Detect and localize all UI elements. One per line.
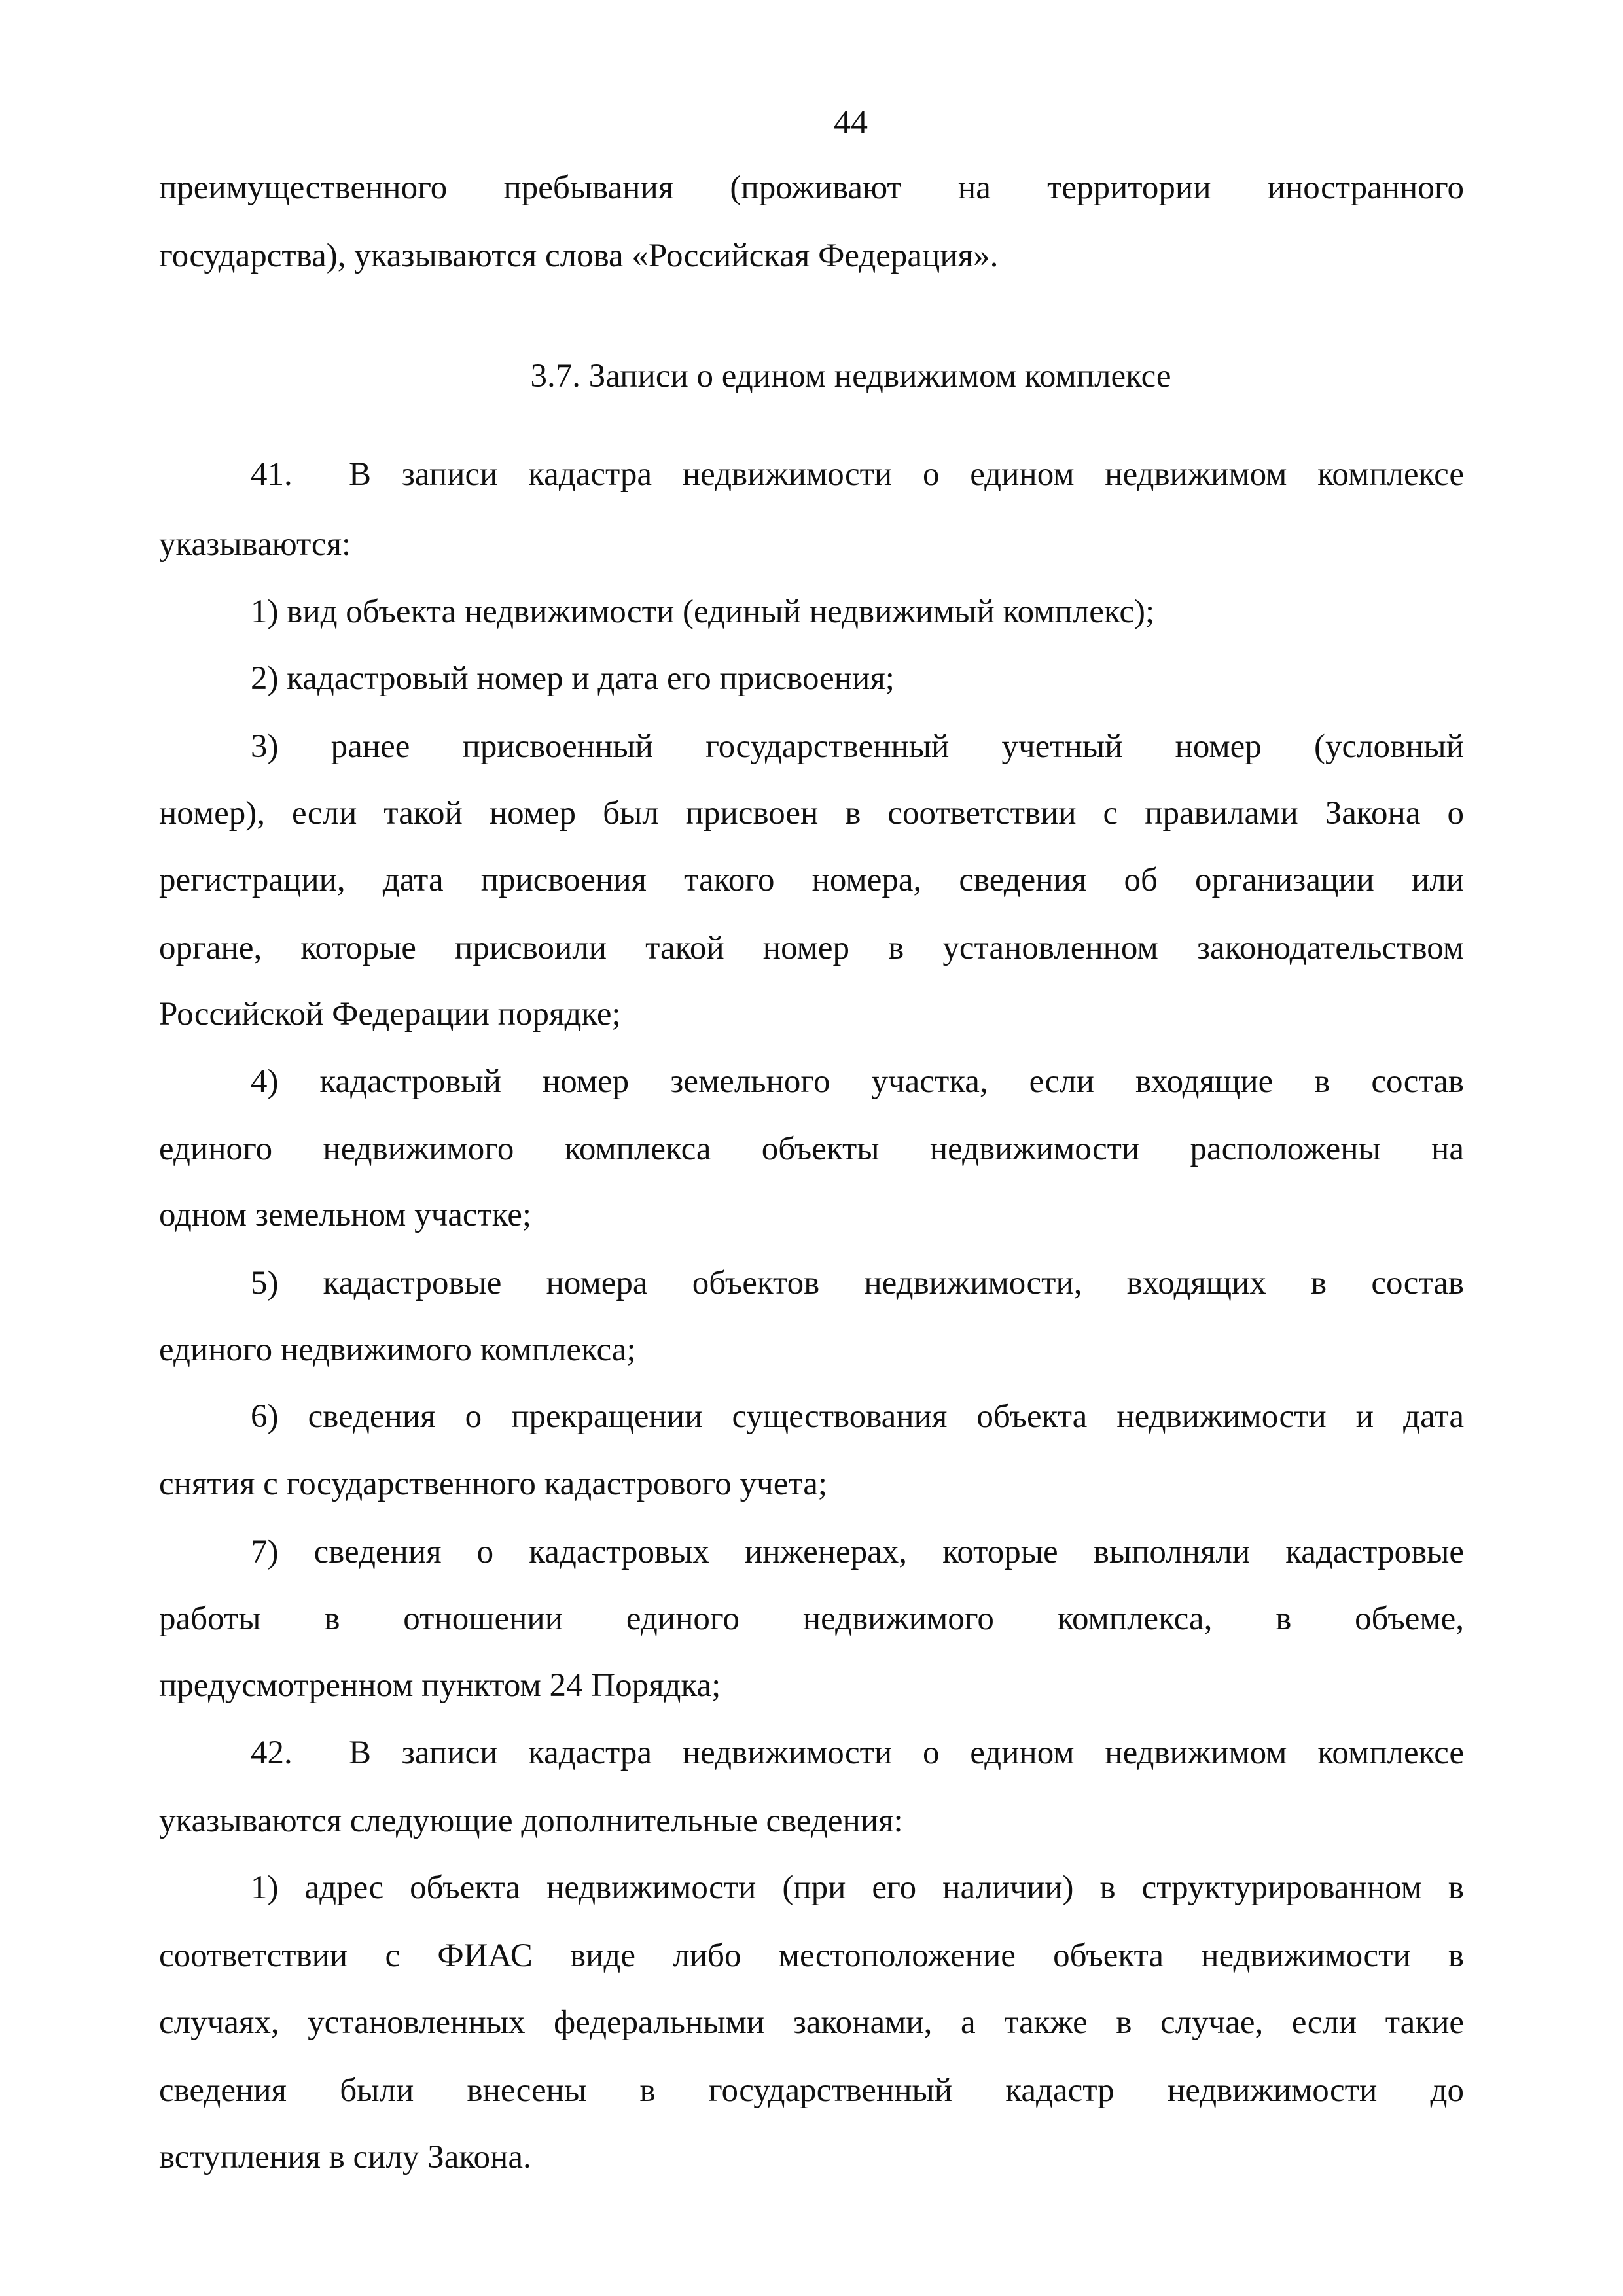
paragraph-text: В записи кадастра недвижимости о едином недвижимом комплексе [349, 456, 1464, 493]
section-heading: 3.7. Записи о едином недвижимом комплексе [530, 358, 1171, 395]
text-line: преимущественного пребывания (проживают на территории иностранного [159, 169, 1464, 206]
text-line: 1) адрес объекта недвижимости (при его наличии) в структурированном в [251, 1869, 1464, 1906]
paragraph-text: В записи кадастра недвижимости о едином недвижимом комплексе [349, 1735, 1464, 1771]
paragraph-start-line [251, 458, 1464, 491]
text-line: Российской Федерации порядке; [159, 996, 621, 1033]
text-line: одном земельном участке; [159, 1197, 532, 1233]
text-line: 4) кадастровый номер земельного участка, если входящие в состав [251, 1063, 1464, 1100]
text-line: снятия с государственного кадастрового учета; [159, 1466, 828, 1502]
text-line: 3) ранее присвоенный государственный учетный номер (условный [251, 728, 1464, 765]
text-line: 1) вид объекта недвижимости (единый недвижимый комплекс); [251, 593, 1155, 630]
text-line: указываются следующие дополнительные сведения: [159, 1803, 903, 1839]
text-line: работы в отношении единого недвижимого комплекса, в объеме, [159, 1600, 1464, 1637]
text-line: 7) сведения о кадастровых инженерах, которые выполняли кадастровые [251, 1534, 1464, 1570]
text-line: 5) кадастровые номера объектов недвижимости, входящих в состав [251, 1265, 1464, 1301]
text-line: предусмотренном пунктом 24 Порядка; [159, 1667, 721, 1704]
paragraph-number: 41. [251, 456, 293, 493]
text-line: органе, которые присвоили такой номер в установленном законодательством [159, 930, 1464, 966]
text-line: указываются: [159, 526, 351, 563]
text-line: номер), если такой номер был присвоен в соответствии с правилами Закона о [159, 795, 1464, 832]
text-line: случаях, установленных федеральными законами, а также в случае, если такие [159, 2004, 1464, 2041]
paragraph-start-line [251, 1737, 1464, 1770]
page-number: 44 [834, 104, 868, 141]
text-line: 2) кадастровый номер и дата его присвоения; [251, 660, 895, 697]
paragraph-number: 42. [251, 1735, 293, 1771]
text-line: сведения были внесены в государственный кадастр недвижимости до [159, 2072, 1464, 2109]
text-line: 6) сведения о прекращении существования объекта недвижимости и дата [251, 1398, 1464, 1435]
text-line: единого недвижимого комплекса; [159, 1332, 636, 1368]
text-line: вступления в силу Закона. [159, 2139, 531, 2176]
text-line: государства), указываются слова «Российская Федерация». [159, 238, 999, 274]
text-line: соответствии с ФИАС виде либо местоположение объекта недвижимости в [159, 1937, 1464, 1974]
text-line: единого недвижимого комплекса объекты недвижимости расположены на [159, 1131, 1464, 1167]
text-line: регистрации, дата присвоения такого номера, сведения об организации или [159, 862, 1464, 898]
